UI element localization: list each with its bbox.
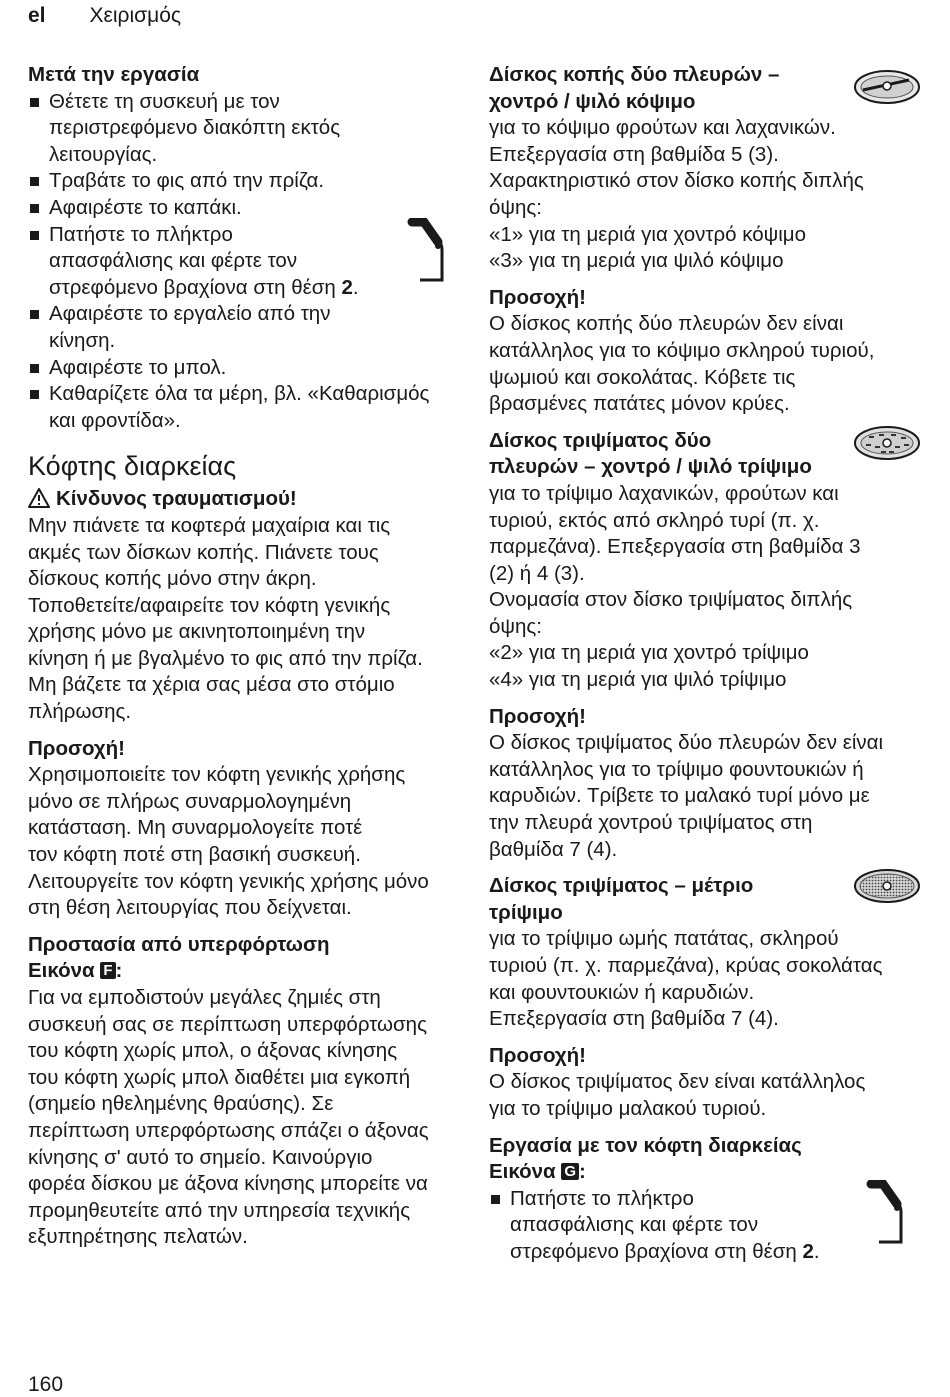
- warning-heading: Κίνδυνος τραυματισμού!: [28, 486, 468, 513]
- grating-disc-heading: Δίσκος τριψίματος – μέτριο τρίψιμο: [489, 874, 754, 924]
- list-item: Πατήστε το πλήκτρο απασφάλισης και φέρτε τον στρεφόμενο βραχίονα στη θέση 2.: [28, 222, 468, 302]
- figure-label: G: [561, 1163, 579, 1180]
- bullet-icon: [30, 177, 39, 186]
- caution-text: Χρησιμοποιείτε τον κόφτη γενικής χρήσης μόνο σε πλήρως συναρμολογημένη κατάσταση. Μη συναρμολογείτε ποτέ τον κόφτη ποτέ στη βασική συσκευή. Λειτουργείτε τον κόφτη γενικής χρήσης μόνο στη θέση λειτουργίας που δείχνεται.: [28, 763, 429, 920]
- right-column: [489, 62, 929, 1266]
- shredding-disc-section: [489, 428, 929, 864]
- page-header: [28, 4, 181, 28]
- bullet-icon: [30, 204, 39, 213]
- slicing-disc-text: για το κόψιμο φρούτων και λαχανικών. Επεξεργασία στη βαθμίδα 5 (3). Χαρακτηριστικό στον δίσκο κοπής διπλής όψης: «1» για τη μεριά για χοντρό κόψιμο «3» για τη μεριά για ψιλό κόψιμο: [489, 116, 864, 273]
- slicing-disc-icon: [853, 68, 921, 106]
- after-work-heading: Μετά την εργασία: [28, 63, 200, 86]
- position-number: 2: [341, 275, 353, 299]
- caution-heading: Προσοχή!: [489, 1043, 586, 1067]
- bullet-icon: [30, 390, 39, 399]
- shredding-disc-heading: Δίσκος τριψίματος δύο πλευρών – χοντρό / ψιλό τρίψιμο: [489, 428, 812, 479]
- bullet-icon: [30, 231, 39, 240]
- list-item: Αφαιρέστε το μπολ.: [28, 355, 468, 382]
- list-item: Αφαιρέστε το εργαλείο από την κίνηση.: [28, 301, 468, 354]
- grating-disc-text: για το τρίψιμο ωμής πατάτας, σκληρού τυριού (π. χ. παρμεζάνα), κρύας σοκολάτας και φουντουκιών ή καρυδιών. Επεξεργασία στη βαθμίδα 7 (4).: [489, 927, 883, 1031]
- slicing-disc-heading: Δίσκος κοπής δύο πλευρών – χοντρό / ψιλό κόψιμο: [489, 63, 780, 113]
- section-title: Χειρισμός: [89, 4, 182, 27]
- caution-text: Ο δίσκος κοπής δύο πλευρών δεν είναι κατάλληλος για το κόψιμο σκληρού τυριού, ψωμιού και σοκολάτας. Κόβετε τις βρασμένες πατάτες μόνον κρύες.: [489, 312, 875, 416]
- left-column: [28, 62, 468, 1251]
- caution-text: Ο δίσκος τριψίματος δεν είναι κατάλληλος για το τρίψιμο μαλακού τυριού.: [489, 1070, 866, 1120]
- shredding-disc-icon: [853, 424, 921, 462]
- list-item: Θέτετε τη συσκευή με τον περιστρεφόμενο διακόπτη εκτός λειτουργίας.: [28, 89, 468, 169]
- caution-heading: Προσοχή!: [489, 285, 586, 309]
- warning-text: Μην πιάνετε τα κοφτερά μαχαίρια και τις ακμές των δίσκων κοπής. Πιάνετε τους δίσκους κοπής μόνο στην άκρη. Τοποθετείτε/αφαιρείτε τον κόφτη γενικής χρήσης μόνο με ακινητοποιημένη την κίνηση ή με βγαλμένο το φις από την πρίζα. Μη βάζετε τα χέρια σας μέσα στο στόμιο πλήρωσης.: [28, 513, 423, 724]
- bullet-icon: [491, 1195, 500, 1204]
- bullet-icon: [30, 364, 39, 373]
- slicing-disc-section: [489, 62, 929, 418]
- swivel-arm-icon: [406, 218, 446, 286]
- language-code: el: [28, 4, 46, 27]
- position-number: 2: [802, 1239, 814, 1263]
- work-section: [489, 1133, 929, 1266]
- list-item: Πατήστε το πλήκτρο απασφάλισης και φέρτε τον στρεφόμενο βραχίονα στη θέση 2.: [489, 1186, 929, 1266]
- cutter-heading: Κόφτης διαρκείας: [28, 451, 237, 482]
- caution-heading: Προσοχή!: [489, 704, 586, 728]
- swivel-arm-icon: [865, 1180, 905, 1248]
- bullet-icon: [30, 98, 39, 107]
- shredding-disc-text: για το τρίψιμο λαχανικών, φρούτων και τυριού, εκτός από σκληρό τυρί (π. χ. παρμεζάνα). Επεξεργασία στη βαθμίδα 3 (2) ή 4 (3). Ονομασία στον δίσκο τριψίματος διπλής όψης: «2» για τη μεριά για χοντρό τρίψιμο «4» για τη μεριά για ψιλό τρίψιμο: [489, 481, 861, 692]
- caution-heading: Προσοχή!: [28, 736, 125, 760]
- grating-disc-section: [489, 873, 929, 1122]
- list-item: Καθαρίζετε όλα τα μέρη, βλ. «Καθαρισμός και φροντίδα».: [28, 381, 468, 434]
- bullet-icon: [30, 310, 39, 319]
- list-item: Τραβάτε το φις από την πρίζα.: [28, 168, 468, 195]
- page-number: 160: [28, 1373, 64, 1396]
- work-heading: Εργασία με τον κόφτη διαρκείας Εικόνα G :: [489, 1133, 802, 1184]
- warning-triangle-icon: [28, 488, 50, 508]
- list-item: Αφαιρέστε το καπάκι.: [28, 195, 468, 222]
- caution-text: Ο δίσκος τριψίματος δύο πλευρών δεν είναι κατάλληλος για το τρίψιμο φουντουκιών ή καρυδιών. Τρίβετε το μαλακό τυρί μόνο με την πλευρά χοντρού τριψίματος στη βαθμίδα 7 (4).: [489, 731, 884, 861]
- grating-disc-icon: [853, 867, 921, 905]
- overload-heading: Προστασία από υπερφόρτωση Εικόνα F :: [28, 932, 330, 983]
- figure-label: F: [100, 962, 115, 979]
- overload-text: Για να εμποδιστούν μεγάλες ζημιές στη συσκευή σας σε περίπτωση υπερφόρτωσης του κόφτη χωρίς μπολ, ο άξονας κίνησης του κόφτη χωρίς μπολ διαθέτει μια εγκοπή (σημείο ηθελημένης θραύσης). Σε περίπτωση υπερφόρτωσης σπάζει ο άξονας κίνησης σ' αυτό το σημείο. Καινούργιο φορέα δίσκου με άξονα κίνησης μπορείτε να προμηθευτείτε από την υπηρεσία τεχνικής εξυπηρέτησης πελατών.: [28, 986, 429, 1249]
